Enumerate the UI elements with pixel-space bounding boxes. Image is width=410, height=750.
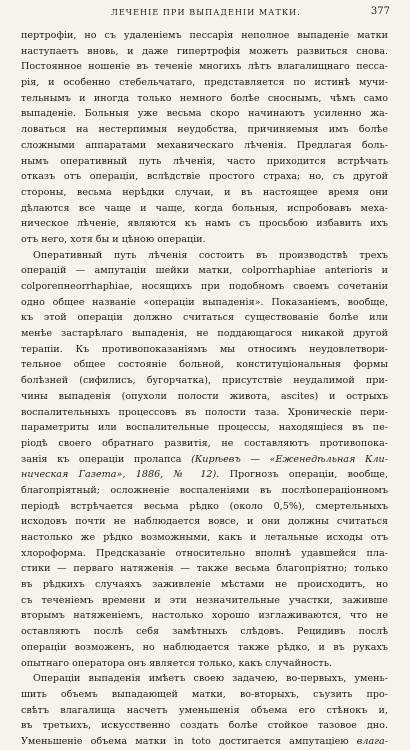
text-segment: съ теченіемъ времени и эти незначительные участки, заживше	[21, 594, 388, 606]
text-line	[21, 310, 388, 326]
text-segment: рія, и особенно стебельчатаго, представляется по истинѣ мучи-	[21, 77, 388, 89]
text-segment: чины выпаденія (опухоли полости живота, ascites) и острыхъ	[21, 390, 388, 402]
text-line	[21, 44, 388, 60]
text-line	[21, 671, 388, 687]
text-segment: занія къ операціи пролапса	[21, 453, 192, 465]
text-segment: операцій — ампутаціи шейки матки, colporrhaphiae anterioris и	[21, 265, 388, 277]
text-line	[21, 138, 388, 154]
text-line	[21, 169, 388, 185]
text-line	[21, 216, 388, 232]
text-line	[21, 467, 388, 483]
text-segment: Прогнозъ операціи, вообще,	[219, 469, 388, 481]
text-line	[21, 593, 388, 609]
text-segment: стики — перваго натяженія — также весьма благопріятно; только	[21, 563, 388, 575]
text-segment: тельнымъ и иногда только немного болѣе сноснымъ, чѣмъ само	[21, 92, 388, 104]
text-segment: сложными аппаратами механическаго лѣченія. Предлагая боль-	[21, 139, 388, 151]
text-segment: Уменьшеніе объема матки in toto достигается ампутаціею	[21, 735, 357, 747]
text-line	[21, 452, 388, 468]
text-line	[21, 342, 388, 358]
text-line	[21, 420, 388, 436]
text-segment: Постоянное ношеніе въ теченіе многихъ лѣтъ влагалищнаго песса-	[21, 61, 388, 73]
text-line	[21, 295, 388, 311]
text-segment: менѣе застарѣлаго выпаденія, не поддающагося никакой другой	[21, 328, 388, 340]
text-segment: настолько же рѣдко возможными, какъ и летальные исходы отъ	[21, 532, 388, 543]
text-segment: въ рѣдкихъ случаяхъ заживленіе мѣстами не происходитъ, но	[21, 579, 388, 591]
text-line	[21, 608, 388, 624]
text-segment: періодѣ встрѣчается весьма рѣдко (около 0,5%), смертельныхъ	[21, 500, 388, 512]
text-segment: нымъ оперативный путь лѣченія, часто приходится встрѣчать	[21, 155, 388, 167]
text-segment: параметриты или воспалительные процессы, находящіеся въ пе-	[21, 422, 388, 434]
text-segment: наступаетъ вновь, и даже гипертрофія можетъ развиться снова.	[21, 45, 388, 57]
text-line	[21, 734, 388, 750]
text-segment: исходовъ почти не наблюдается вовсе, и они должны считаться	[21, 516, 388, 528]
text-line	[21, 263, 388, 279]
text-line	[21, 577, 388, 593]
text-line	[21, 373, 388, 389]
text-line	[21, 389, 388, 405]
text-segment: терапіи. Къ противопоказаніямъ мы относимъ неудовлетвори-	[21, 343, 388, 355]
body-text	[21, 28, 388, 750]
text-line	[21, 624, 388, 640]
text-line	[21, 514, 388, 530]
text-segment: дѣлаются все чаще и чаще, когда больныя, испробовавъ меха-	[21, 202, 388, 214]
text-line	[21, 91, 388, 107]
text-line	[21, 703, 388, 719]
text-segment: операціи возможенъ, но наблюдается также рѣдко, и въ рукахъ	[21, 641, 388, 653]
text-segment: хлороформа. Предсказаніе относительно вполнѣ удавшейся пла-	[21, 547, 388, 559]
text-segment: стороны, весьма нерѣдки случаи, и въ настоящее время они	[21, 186, 388, 198]
running-title: ЛЕЧЕНІЕ ПРИ ВЫПАДЕНІИ МАТКИ.	[111, 8, 301, 17]
text-line	[21, 718, 388, 734]
running-head	[22, 7, 390, 21]
text-segment: ническое лѣченіе, являются къ намъ съ просьбою избавить ихъ	[21, 218, 388, 230]
text-line	[21, 687, 388, 703]
text-line	[21, 561, 388, 577]
text-line	[21, 499, 388, 515]
text-line	[21, 640, 388, 656]
text-line	[21, 326, 388, 342]
text-line	[21, 248, 388, 264]
text-segment: ріодѣ своего обратнаго развитія, не составляютъ противопока-	[21, 437, 388, 449]
text-segment: выпаденіе. Больныя уже весьма скоро начинаютъ усиленно жа-	[21, 108, 388, 120]
italic-citation: влага-	[356, 735, 388, 747]
text-segment: отъ него, хотя бы и цѣною операціи.	[21, 233, 206, 245]
text-segment: болѣзней (сифилисъ, бугорчатка), присутствіе неудалимой при-	[21, 375, 388, 387]
text-segment: colporeпнeorrhaphiae, носящихъ при подобномъ своемъ сочетаніи	[21, 281, 388, 292]
text-segment: воспалительныхъ процессовъ въ полости таза. Хроническіе пери-	[21, 406, 388, 418]
text-line	[21, 656, 388, 672]
text-segment: Оперативный путь лѣченія состоитъ въ производствѣ трехъ	[33, 249, 388, 261]
text-line	[21, 232, 388, 248]
text-line	[21, 75, 388, 91]
text-segment: свѣтъ влагалища насчетъ уменьшенія объема его стѣнокъ и,	[21, 704, 388, 716]
text-segment: пертрофіи, но съ удаленіемъ пессарія неполное выпаденіе матки	[21, 30, 388, 41]
italic-citation: ническая Газета», 1886, № 12).	[21, 469, 220, 481]
text-line	[21, 436, 388, 452]
text-line	[21, 546, 388, 562]
text-line	[21, 357, 388, 373]
text-segment: опытнаго оператора онъ является только, какъ случайность.	[21, 657, 332, 669]
text-segment: Операціи выпаденія имѣетъ своею задачею, во-первыхъ, умень-	[33, 673, 388, 685]
italic-citation: (Кирѣевъ — «Еженедѣльная Кли-	[191, 453, 388, 465]
text-line	[21, 201, 388, 217]
text-segment: въ третьихъ, искусственно создать болѣе стойкое тазовое дно.	[21, 720, 388, 732]
text-segment: благопріятный; осложненіе воспаленіями въ послѣоперaціонномъ	[21, 484, 388, 496]
text-segment: шить объемъ выпадающей матки, во-вторыхъ, съузить про-	[21, 688, 388, 700]
text-line	[21, 28, 388, 44]
text-line	[21, 483, 388, 499]
text-segment: ловаться на нестерпимыя неудобства, причиняемыя имъ болѣе	[21, 124, 388, 136]
text-segment: одно общее названіе «операціи выпаденія». Показаніемъ, вообще,	[21, 296, 388, 308]
text-segment: къ этой операціи должно считаться существованіе болѣе или	[21, 312, 388, 324]
page-number: 377	[370, 6, 390, 17]
text-line	[21, 106, 388, 122]
text-line	[21, 279, 388, 295]
text-line	[21, 154, 388, 170]
text-segment: отказъ отъ операціи, вслѣдствіе простого страха; но, съ другой	[21, 171, 388, 183]
text-segment: вторымъ натяженіемъ, настолько хорошо изглаживаются, что не	[21, 610, 388, 622]
text-segment: оставляютъ послѣ себя замѣтныхъ слѣдовъ. Рецидивъ послѣ	[21, 626, 388, 638]
text-line	[21, 185, 388, 201]
text-line	[21, 122, 388, 138]
text-segment: тельное общее состояніе больной, конституціональныя формы	[21, 359, 388, 371]
text-line	[21, 59, 388, 75]
text-line	[21, 530, 388, 546]
text-line	[21, 405, 388, 421]
